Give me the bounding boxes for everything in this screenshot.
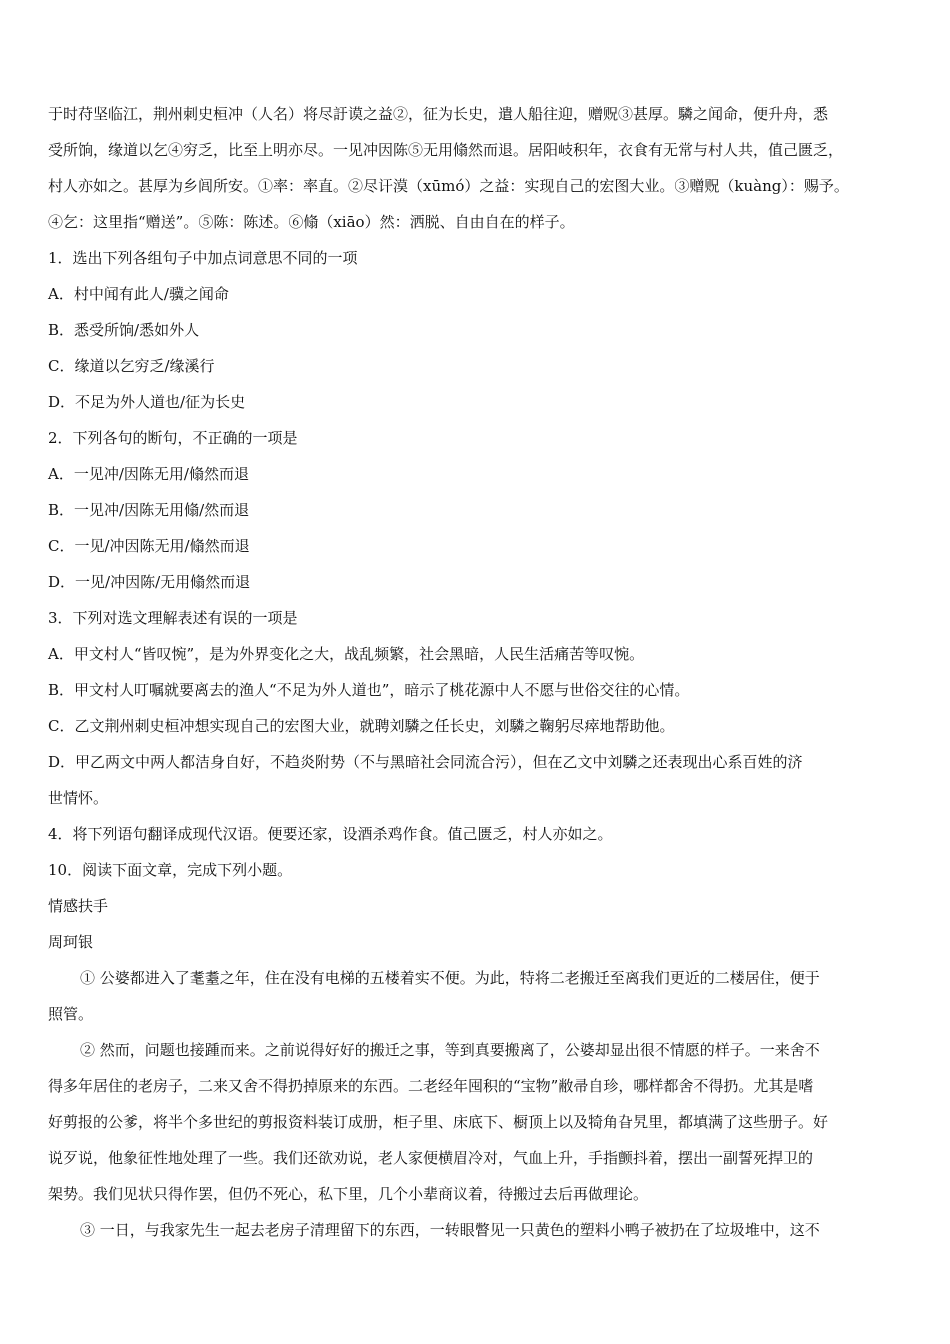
article-title: 情感扶手 bbox=[48, 897, 109, 915]
paragraph-1-line: ① 公婆都进入了耄耋之年，住在没有电梯的五楼着实不便。为此，特将二老搬迁至离我们更近的二楼居住，便于 bbox=[80, 969, 820, 987]
question-3-stem: 3．下列对选文理解表述有误的一项是 bbox=[48, 609, 298, 627]
question-3-option-d-continued: 世情怀。 bbox=[48, 789, 109, 807]
question-4-stem: 4．将下列语句翻译成现代汉语。便要还家，设酒杀鸡作食。值己匮乏，村人亦如之。 bbox=[48, 825, 613, 843]
question-1-option-d: D．不足为外人道也/征为长史 bbox=[48, 393, 246, 411]
question-1-option-b: B．悉受所饷/悉如外人 bbox=[48, 321, 200, 339]
question-3-option-b: B．甲文村人叮嘱就要离去的渔人“不足为外人道也”，暗示了桃花源中人不愿与世俗交往的心情。 bbox=[48, 681, 690, 699]
passage-line: 于时苻坚临江，荆州刺史桓冲（人名）将尽訏谟之益②，征为长史，遣人船往迎，赠贶③甚厚。驎之闻命，便升舟，悉 bbox=[48, 105, 829, 123]
paragraph-2-line: 好剪报的公爹，将半个多世纪的剪报资料装订成册，柜子里、床底下、橱顶上以及犄角旮旯里，都填满了这些册子。好 bbox=[48, 1113, 829, 1131]
paragraph-3-line: ③ 一日，与我家先生一起去老房子清理留下的东西，一转眼瞥见一只黄色的塑料小鸭子被扔在了垃圾堆中，这不 bbox=[80, 1221, 820, 1239]
question-3-option-a: A．甲文村人“皆叹惋”，是为外界变化之大，战乱频繁，社会黑暗，人民生活痛苦等叹惋。 bbox=[48, 645, 645, 663]
passage-line: 村人亦如之。甚厚为乡闾所安。①率：率直。②尽讦漠（xūmó）之益：实现自己的宏图大业。③赠贶（kuàng）：赐予。 bbox=[48, 177, 849, 195]
paragraph-2-line: 得多年居住的老房子，二来又舍不得扔掉原来的东西。二老经年囤积的“宝物”敝帚自珍，哪样都舍不得扔。尤其是嗜 bbox=[48, 1077, 814, 1095]
question-1-option-c: C．缘道以乞穷乏/缘溪行 bbox=[48, 357, 215, 375]
article-author: 周珂银 bbox=[48, 933, 94, 951]
paragraph-1-line: 照管。 bbox=[48, 1005, 94, 1023]
question-2-option-b: B．一见冲/因陈无用翛/然而退 bbox=[48, 501, 250, 519]
passage-line: ④乞：这里指“赠送”。⑤陈：陈述。⑥翛（xiāo）然：洒脱、自由自在的样子。 bbox=[48, 213, 575, 231]
paragraph-2-line: ② 然而，问题也接踵而来。之前说得好好的搬迁之事，等到真要搬离了，公婆却显出很不情愿的样子。一来舍不 bbox=[80, 1041, 820, 1059]
question-2-stem: 2．下列各句的断句，不正确的一项是 bbox=[48, 429, 298, 447]
section-10-heading: 10．阅读下面文章，完成下列小题。 bbox=[48, 861, 293, 879]
paragraph-2-line: 架势。我们见状只得作罢，但仍不死心，私下里，几个小辈商议着，待搬过去后再做理论。 bbox=[48, 1185, 649, 1203]
paragraph-2-line: 说歹说，他象征性地处理了一些。我们还欲劝说，老人家便横眉冷对，气血上升，手指颤抖着，摆出一副誓死捍卫的 bbox=[48, 1149, 814, 1167]
question-3-option-d: D．甲乙两文中两人都洁身自好，不趋炎附势（不与黑暗社会同流合污），但在乙文中刘驎之还表现出心系百姓的济 bbox=[48, 753, 803, 771]
question-1-stem: 1．选出下列各组句子中加点词意思不同的一项 bbox=[48, 249, 358, 267]
question-1-option-a: A．村中闻有此人/骥之闻命 bbox=[48, 285, 229, 303]
passage-line: 受所饷，缘道以乞④穷乏，比至上明亦尽。一见冲因陈⑤无用翛然而退。居阳岐积年，衣食有无常与村人共，值己匮乏， bbox=[48, 141, 844, 159]
question-3-option-c: C．乙文荆州刺史桓冲想实现自己的宏图大业，就聘刘驎之任长史，刘驎之鞠躬尽瘁地帮助他。 bbox=[48, 717, 675, 735]
question-2-option-d: D．一见/冲因陈/无用翛然而退 bbox=[48, 573, 251, 591]
question-2-option-c: C．一见/冲因陈无用/翛然而退 bbox=[48, 537, 250, 555]
question-2-option-a: A．一见冲/因陈无用/翛然而退 bbox=[48, 465, 249, 483]
document-body bbox=[48, 96, 908, 1248]
